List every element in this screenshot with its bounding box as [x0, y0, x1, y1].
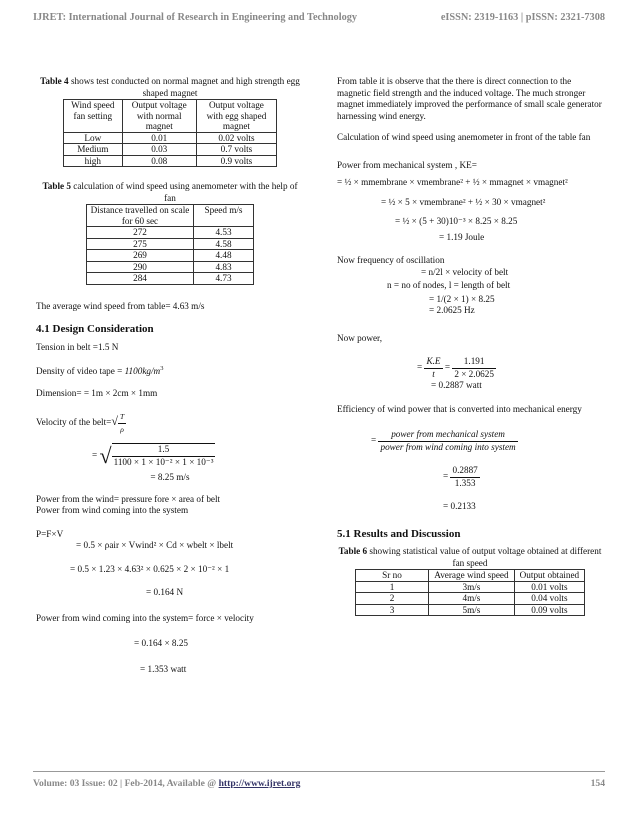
- table-row: 284 4.73: [87, 273, 254, 285]
- eq-p1: = 0.5 × ρair × Vwind² × Cd × wbelt × lbelt: [76, 540, 234, 551]
- power-fraction-equation: = $\frac{K.E}{t}$ = $\frac{1.191}{2 \times 2.0625}$: [417, 356, 494, 379]
- freq-eq1: = n/2l × velocity of belt: [421, 266, 509, 277]
- table6-caption: Table 6 showing statistical value of output voltage obtained at different fan speed: [338, 546, 602, 568]
- freq-eq2: n = no of nodes, l = length of belt: [387, 280, 511, 290]
- ke-eq3: = ½ × (5 + 30)10⁻³ × 8.25 × 8.25: [395, 216, 518, 226]
- ke-eq4: = 1.19 Joule: [439, 231, 485, 242]
- table5-caption: Table 5 calculation of wind speed using anemometer with the help of fan: [42, 181, 298, 203]
- table-header-cell: Output voltage with normal magnet: [122, 100, 196, 133]
- table5: [86, 204, 254, 285]
- efficiency-fraction: = $\frac{\text{power from mechanical system}}{\text{power from wind coming into system}}$: [371, 429, 516, 452]
- paragraph-observation: From table it is observe that the there is direct connection to the magnetic field strength and the induced voltage. The much stronger magnet immediately improved the performance of small scale generator harnessing wind energy.: [337, 76, 602, 121]
- velocity-result: = 8.25 m/s: [150, 472, 190, 483]
- table-header-cell: Sr no: [356, 570, 429, 582]
- table-row: Low 0.01 0.02 volts: [64, 132, 277, 144]
- ke-eq2: = ½ × 5 × vmembrane² + ½ × 30 × vmagnet²: [381, 196, 546, 207]
- tension-text: Tension in belt =1.5 N: [36, 341, 119, 352]
- left-column: [36, 76, 304, 675]
- power-result: = 0.2887 watt: [431, 380, 482, 390]
- section-title-4-1: 4.1 Design Consideration: [36, 323, 154, 335]
- page-number: 154: [590, 778, 605, 789]
- table6: [355, 569, 585, 616]
- freq-eq3: = 1/(2 × 1) × 8.25: [429, 293, 495, 304]
- table-row: high 0.08 0.9 volts: [64, 155, 277, 167]
- eq-p4: = 0.164 × 8.25: [134, 638, 189, 649]
- table-row: Medium 0.03 0.7 volts: [64, 144, 277, 156]
- table-header-cell: Output voltage with egg shaped magnet: [196, 100, 276, 133]
- table-row: 2 4m/s 0.04 volts: [356, 593, 585, 605]
- footer-divider: [33, 771, 605, 772]
- issn: eISSN: 2319-1163 | pISSN: 2321-7308: [440, 12, 605, 23]
- freq-eq4: = 2.0625 Hz: [429, 305, 475, 315]
- running-header: [33, 12, 605, 23]
- table-row: 269 4.48: [87, 250, 254, 262]
- velocity-sqrt-equation: = √ $\frac{1.5}{\text{1100 × 1 × 10⁻² × 1 × 10⁻³}}$: [92, 442, 214, 468]
- table-header-cell: Speed m/s: [194, 205, 254, 227]
- paragraph-calculation: Calculation of wind speed using anemometer in front of the table fan: [337, 132, 591, 142]
- efficiency-fraction-values: = $\frac{0.2887}{1.353}$: [443, 465, 478, 488]
- table4: [63, 99, 277, 167]
- efficiency-result: = 0.2133: [443, 501, 476, 511]
- table-header-cell: Distance travelled on scale for 60 sec: [87, 205, 194, 227]
- average-speed-text: The average wind speed from table= 4.63 m/s: [36, 300, 205, 311]
- journal-name: IJRET: International Journal of Research in Engineering and Technology: [33, 12, 358, 23]
- table-row: 3 5m/s 0.09 volts: [356, 604, 585, 616]
- table-header-cell: Wind speed fan setting: [64, 100, 123, 133]
- table-row: 1 3m/s 0.01 volts: [356, 581, 585, 593]
- now-power-label: Now power,: [337, 332, 383, 343]
- table-row: 272 4.53: [87, 227, 254, 239]
- efficiency-label: Efficiency of wind power that is converted into mechanical energy: [337, 403, 582, 414]
- ke-label: Power from mechanical system , KE=: [337, 159, 477, 170]
- table-header-cell: Output obtained: [514, 570, 584, 582]
- eq-p3: = 0.164 N: [146, 587, 184, 598]
- eq-p5: = 1.353 watt: [140, 663, 187, 674]
- dimension-text: Dimension= = 1m × 2cm × 1mm: [36, 387, 158, 398]
- ke-eq1: = ½ × mmembrane × vmembrane² + ½ × mmagnet × vmagnet²: [337, 177, 568, 187]
- frequency-label: Now frequency of oscillation: [337, 255, 445, 265]
- table-row: 290 4.83: [87, 261, 254, 273]
- power-force-text: Power from wind coming into the system= force × velocity: [36, 612, 254, 623]
- right-column: [337, 76, 603, 616]
- eq-p2: = 0.5 × 1.23 × 4.63² × 0.625 × 2 × 10⁻² × 1: [70, 563, 230, 574]
- velocity-text: Velocity of the belt=√ $\frac{T}{\rho}$: [36, 412, 125, 434]
- pfv-text: P=F×V: [36, 528, 64, 539]
- density-text: Density of video tape = $1100kg/m^3$: [36, 365, 164, 377]
- table-row: 275 4.58: [87, 238, 254, 250]
- power-wind-line1: Power from the wind= pressure fore × area of belt: [36, 493, 221, 504]
- journal-link[interactable]: http://www.ijret.org: [218, 778, 301, 789]
- section-title-5-1: 5.1 Results and Discussion: [337, 527, 461, 540]
- footer: [33, 778, 605, 789]
- table4-caption: Table 4 shows test conducted on normal magnet and high strength egg shaped magnet: [40, 76, 300, 98]
- table-header-cell: Average wind speed: [429, 570, 515, 582]
- power-wind-line2: Power from wind coming into the system: [36, 505, 189, 516]
- footer-text: Volume: 03 Issue: 02 | Feb-2014, Available @: [33, 778, 219, 789]
